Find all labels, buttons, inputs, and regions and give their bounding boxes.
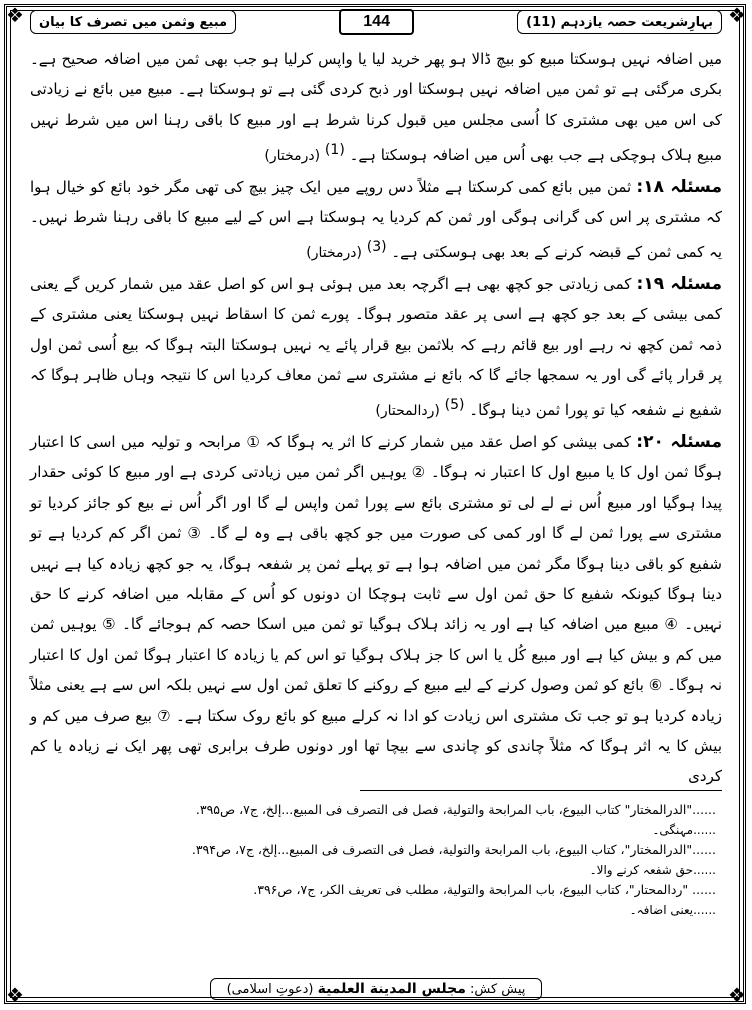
- footnote: ......"الدرالمختار" کتاب البیوع، باب المرابحة والتولیة، فصل فی التصرف فی المبیع...إلخ، ج۷، ص۳۹۵.: [195, 802, 716, 817]
- footnote: ...... "ردالمحتار"، کتاب البیوع، باب المرابحة والتولیة، مطلب فی تعریف الکر، ج۷، ص۳۹۶.: [253, 882, 716, 897]
- footnote-ref: (5): [444, 397, 465, 414]
- footnote: ......مہنگی۔: [652, 823, 716, 837]
- footer-suffix: (دعوتِ اسلامی): [226, 982, 314, 997]
- masala-label: مسئلہ ۲۰:: [636, 431, 722, 452]
- footnote-divider: [360, 790, 722, 791]
- paragraph-text: کمی زیادتی جو کچھ بھی ہے اگرچہ بعد میں ہوئی ہو اس کو اصل عقد میں شمار کریں گے یعنی کمی بیشی کے بعد جو کچھ ہے اسی پر عقد متصور ہوگا۔ پورے ثمن کا اسقاط نہیں ہوسکتا یعنی مشتری کے ذمہ ثمن کچھ نہ رہے اور بیع قائم رہے کہ بلاثمن بیع قرار پائے یہ نہیں ہوسکتا البتہ ہوگا کہ بیع اُسی ثمن اول پر قرار پائے گی اور یہ سمجھا جائے گا کہ بائع نے مشتری سے ثمن معاف کردیا اس کا نتیجہ وہاں ظاہر ہوگا کہ شفیع نے شفعہ کیا تو پورا ثمن دینا ہوگا۔: [30, 274, 722, 420]
- paragraph-text: کمی بیشی کو اصل عقد میں شمار کرنے کا اثر یہ ہوگا کہ ① مرابحہ و تولیہ میں اسی کا اعتبار ہوگا ثمن اول کا یا مبیع اول کا اعتبار نہ ہوگا۔ ② یوہیں اگر ثمن میں زیادتی کردی ہے اور مبیع کا کوئی حقدار پیدا ہوگیا اور مبیع اُس نے لے لی تو مشتری بائع سے پورا ثمن واپس لے گا اور اگر اُس نے بیع کو جائز کردیا تو مشتری سے پورا ثمن لے گا اور کمی کی صورت میں جو کچھ باقی ہے وہ لے گا۔ ③ ثمن اگر کم کردیا ہے تو شفیع کو باقی دینا ہوگا مگر ثمن میں اضافہ ہوا ہے تو پہلے ثمن پر شفعہ ہوگا، یہ جو کچھ زیادہ کیا ہے نہیں دینا ہوگا کیونکہ شفیع کا حق ثمن اول سے ثابت ہوچکا ان دونوں کو اُس کے مقابلہ میں اضافہ کرنے کا حق نہیں۔ ④ مبیع میں اضافہ کیا ہے اور یہ زائد ہلاک ہوگیا تو ثمن میں اسکا حصہ کم ہوجائے گا۔ ⑤ یوہیں ثمن میں کم و بیش کیا ہے اور مبیع کُل یا اس کا جز ہلاک ہوگیا تو اس کم یا زیادہ کا اعتبار ہوگا ثمن اول کا اعتبار نہ ہوگا۔ ⑥ بائع کو ثمن وصول کرنے کے لیے مبیع کے روکنے کا تعلق ثمن اول سے نہیں بلکہ اس سے ہے یعنی مثلاً زیادہ کردیا ہو تو جب تک مشتری اس زیادت کو ادا نہ کرلے مبیع کو بائع روک سکتا ہے۔ ⑦ بیع صرف میں کم و بیش کا یہ اثر ہوگا کہ مثلاً چاندی کو چاندی سے بیچا تھا اور دونوں طرف برابری تھی پھر ایک نے زیادہ یا کم کردی: [30, 432, 722, 786]
- footnote: ......حق شفعہ کرنے والا۔: [589, 863, 716, 877]
- source-ref: (ردالمحتار): [375, 403, 440, 420]
- footnotes: [30, 800, 716, 920]
- footnote-ref: (1): [324, 142, 345, 159]
- corner-ornament-icon: ❖: [6, 3, 24, 27]
- paragraph-text: میں اضافہ نہیں ہوسکتا مبیع کو بیچ ڈالا ہو پھر خرید لیا یا واپس کرلیا ہو جب بھی ثمن میں اضافہ صحیح ہے۔ بکری مرگئی ہے تو ثمن میں اضافہ نہیں ہوسکتا اور ذبح کردی گئی ہے تو ہوسکتا ہے۔ مبیع میں بائع نے زیادتی کی اس میں بھی مشتری کا اُسی مجلس میں قبول کرنا شرط ہے اور مبیع کا باقی رہنا اس میں شرط نہیں مبیع ہلاک ہوچکی ہے جب بھی اُس میں اضافہ ہوسکتا ہے۔: [30, 50, 722, 165]
- footer-prefix: پیش کش:: [470, 982, 526, 997]
- main-text: [30, 44, 722, 792]
- page-number: 144: [339, 9, 414, 35]
- footnote: ......یعنی اضافہ۔: [629, 903, 716, 917]
- masala-label: مسئلہ ۱۹:: [636, 273, 722, 294]
- masala-19: [30, 269, 722, 427]
- masala-20: [30, 427, 722, 792]
- footnote-ref: (3): [366, 239, 387, 256]
- page-header: [30, 8, 722, 36]
- footnote: ......"الدرالمختار"، کتاب البیوع، باب المرابحة والتولیة، فصل فی التصرف فی المبیع...إلخ، ج۷، ص۳۹۴.: [191, 842, 716, 857]
- book-title: بہارِشریعت حصہ یازدہم (11): [517, 10, 722, 34]
- publisher-name: مجلس المدینة العلمیة: [317, 981, 466, 997]
- masala-18: [30, 172, 722, 269]
- publisher-box: [210, 978, 543, 1000]
- paragraph-text: ثمن میں بائع کمی کرسکتا ہے مثلاً دس روپے میں ایک چیز بیچ کی تھی مگر خود بائع کو خیال ہوا کہ مشتری پر اس کی گرانی ہوگی اور ثمن کم کردیا یہ ہوسکتا ہے اس کے لیے مبیع کا باقی رہنا شرط نہیں۔ یہ کمی ثمن کے قبضہ کرنے کے بعد بھی ہوسکتی ہے۔: [30, 177, 722, 262]
- source-ref: (درمختار): [306, 245, 362, 262]
- page-footer: [0, 978, 752, 1000]
- corner-ornament-icon: ❖: [6, 983, 24, 1007]
- chapter-title: مبیع وثمن میں تصرف کا بیان: [30, 10, 236, 34]
- corner-ornament-icon: ❖: [728, 3, 746, 27]
- corner-ornament-icon: ❖: [728, 983, 746, 1007]
- source-ref: (درمختار): [264, 148, 321, 165]
- paragraph: [30, 44, 722, 172]
- masala-label: مسئلہ ۱۸:: [636, 176, 722, 197]
